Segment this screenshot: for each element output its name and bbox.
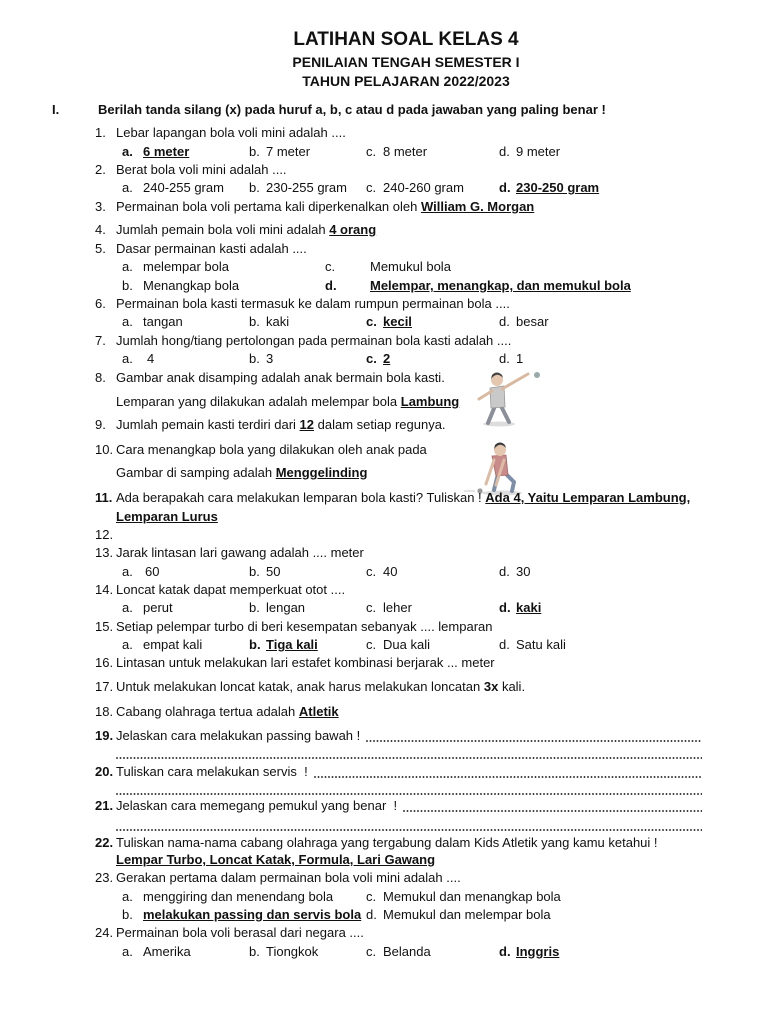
option-text: 230-255 gram [266, 180, 347, 195]
question-text: Permainan bola voli berasal dari negara .... [116, 925, 364, 940]
option-letter: b. [249, 314, 260, 329]
question-number: 13. [95, 545, 114, 560]
question-text: Lebar lapangan bola voli mini adalah .... [116, 125, 346, 140]
answer-text: Lempar Turbo, Loncat Katak, Formula, Lari Gawang [116, 852, 436, 867]
option-text: 60 [145, 564, 160, 579]
question-24 [0, 924, 768, 942]
option-letter: b. [249, 564, 260, 579]
question-19-answer-line [0, 744, 768, 762]
question-number: 11. [95, 490, 113, 505]
question-text: Jelaskan cara memegang pemukul yang benar ! [116, 798, 398, 813]
question-text-after: dalam setiap regunya. [317, 417, 446, 432]
question-number: 19. [95, 728, 114, 743]
answer-dotted-line [403, 797, 702, 815]
option-letter: a. [122, 351, 133, 366]
option-text: Tiongkok [266, 944, 319, 959]
question-number: 22. [95, 835, 114, 850]
option-text: 4 [147, 351, 155, 366]
question-15 [0, 618, 768, 636]
question-9 [0, 416, 768, 434]
option-text: besar [516, 314, 549, 329]
question-text-body: Untuk melakukan loncat katak, anak harus melakukan loncatan [116, 679, 481, 694]
question-text: Lintasan untuk melakukan lari estafet kombinasi berjarak ... meter [116, 655, 495, 670]
option-text: lengan [266, 600, 306, 615]
option-letter: d. [499, 944, 511, 959]
question-number: 23. [95, 870, 114, 885]
option-letter: a. [122, 180, 133, 195]
question-text-body: Ada berapakah cara melakukan lemparan bola kasti? Tuliskan ! [116, 490, 482, 505]
question-number: 2. [95, 162, 106, 177]
option-letter: a. [122, 144, 133, 159]
question-number: 12. [95, 527, 114, 542]
question-text: Tuliskan cara melakukan servis ! [116, 764, 308, 779]
option-text: 2 [383, 351, 391, 366]
option-text: Dua kali [383, 637, 430, 652]
question-number: 9. [95, 417, 106, 432]
section-instruction: Berilah tanda silang (x) pada huruf a, b, c atau d pada jawaban yang paling benar ! [98, 102, 606, 117]
question-line [116, 797, 702, 815]
question-6-options [0, 313, 768, 331]
question-text: Gerakan pertama dalam permainan bola voli mini adalah .... [116, 870, 461, 885]
school-year: TAHUN PELAJARAN 2022/2023 [302, 73, 510, 89]
option-text: 6 meter [143, 144, 190, 159]
option-letter: d. [499, 180, 511, 195]
question-text [116, 198, 534, 216]
option-letter: c. [366, 564, 377, 579]
option-letter: b. [249, 944, 260, 959]
question-number: 10. [95, 442, 114, 457]
option-letter: d. [499, 564, 510, 579]
option-text: Tiga kali [266, 637, 318, 652]
option-letter: a. [122, 944, 133, 959]
section-number: I. [52, 102, 60, 117]
question-13-options [0, 563, 768, 581]
question-text [116, 416, 446, 434]
answer-dotted-line [116, 744, 702, 762]
question-number: 24. [95, 925, 114, 940]
option-letter: c. [366, 351, 377, 366]
question-number: 18. [95, 704, 114, 719]
question-23-options-bd [0, 906, 768, 924]
option-letter: a. [122, 600, 133, 615]
question-18 [0, 703, 768, 721]
option-text: menggiring dan menendang bola [143, 889, 334, 904]
option-letter: c. [366, 144, 377, 159]
option-letter: c. [366, 889, 377, 904]
option-text: leher [383, 600, 412, 615]
question-5-options-bd [0, 277, 768, 295]
question-21 [0, 797, 768, 815]
question-11-line-2 [0, 508, 768, 526]
question-text-body: Lemparan yang dilakukan adalah melempar bola [116, 394, 398, 409]
question-20-answer-line [0, 780, 768, 798]
option-text: 3 [266, 351, 274, 366]
answer-dotted-line [366, 727, 702, 745]
answer-text: 4 orang [329, 222, 377, 237]
question-text: Jumlah hong/tiang pertolongan pada permainan bola kasti adalah .... [116, 333, 512, 348]
option-text: 240-260 gram [383, 180, 464, 195]
question-text-body: Permainan bola voli pertama kali diperkenalkan oleh [116, 199, 418, 214]
option-letter: a. [122, 564, 133, 579]
option-text: melempar bola [143, 259, 229, 274]
option-text: 30 [516, 564, 531, 579]
question-text [116, 393, 459, 411]
question-text: Dasar permainan kasti adalah .... [116, 241, 307, 256]
question-22-answer [0, 851, 768, 869]
option-letter: b. [249, 600, 260, 615]
question-text [116, 464, 367, 482]
option-letter: c. [366, 600, 377, 615]
option-text: 240-255 gram [143, 180, 224, 195]
answer-text: 12 [299, 417, 314, 432]
question-text: Jelaskan cara melakukan passing bawah ! [116, 728, 361, 743]
section-instruction-row [0, 101, 768, 119]
question-23 [0, 869, 768, 887]
question-text: Permainan bola kasti termasuk ke dalam rumpun permainan bola .... [116, 296, 510, 311]
question-1-options [0, 143, 768, 161]
option-text: 40 [383, 564, 398, 579]
option-text: 7 meter [266, 144, 311, 159]
option-text: Belanda [383, 944, 431, 959]
question-10 [0, 441, 768, 459]
question-20 [0, 763, 768, 781]
option-text: melakukan passing dan servis bola [143, 907, 362, 922]
option-letter: a. [122, 314, 133, 329]
option-letter: d. [499, 144, 510, 159]
option-letter: d. [325, 278, 337, 293]
option-letter: c. [366, 314, 377, 329]
question-text: Cara menangkap bola yang dilakukan oleh anak pada [116, 442, 427, 457]
answer-text: Atletik [298, 704, 339, 719]
question-text-after: kali. [501, 679, 526, 694]
answer-dotted-line [314, 763, 702, 781]
answer-text: Menggelinding [275, 465, 368, 480]
option-text: Menangkap bola [143, 278, 240, 293]
answer-dotted-line [116, 816, 702, 834]
question-2-options [0, 179, 768, 197]
question-11 [0, 489, 768, 507]
answer-text: Lemparan Lurus [116, 509, 218, 524]
option-letter: b. [249, 637, 261, 652]
option-text: Satu kali [516, 637, 566, 652]
question-16 [0, 654, 768, 672]
question-number: 7. [95, 333, 106, 348]
question-text-body: Jumlah pemain bola voli mini adalah [116, 222, 326, 237]
option-text: Memukul dan melempar bola [383, 907, 551, 922]
question-text [116, 489, 690, 507]
question-text: Jarak lintasan lari gawang adalah .... meter [116, 545, 364, 560]
question-text: Tuliskan nama-nama cabang olahraga yang tergabung dalam Kids Atletik yang kamu ketahui ! [116, 835, 658, 850]
option-letter: c. [366, 637, 377, 652]
question-number: 6. [95, 296, 106, 311]
option-text: 9 meter [516, 144, 561, 159]
question-21-answer-line [0, 816, 768, 834]
question-number: 5. [95, 241, 106, 256]
option-letter: d. [366, 907, 377, 922]
question-text-body: Cabang olahraga tertua adalah [116, 704, 296, 719]
option-text: 50 [266, 564, 281, 579]
option-text: Amerika [143, 944, 191, 959]
option-letter: b. [249, 351, 260, 366]
question-number: 4. [95, 222, 106, 237]
question-14-options [0, 599, 768, 617]
option-text: Memukul dan menangkap bola [383, 889, 561, 904]
option-letter: d. [499, 637, 510, 652]
question-10-line-2 [0, 464, 768, 482]
option-letter: d. [499, 351, 510, 366]
question-line [116, 763, 702, 781]
question-23-options-ac [0, 888, 768, 906]
question-number: 1. [95, 125, 106, 140]
option-text: tangan [143, 314, 183, 329]
question-8-line-2 [0, 393, 768, 411]
option-letter: a. [122, 637, 133, 652]
question-1 [0, 124, 768, 142]
question-number: 21. [95, 798, 114, 813]
option-letter: b. [122, 278, 133, 293]
option-letter: b. [249, 180, 260, 195]
question-5-options-ac [0, 258, 768, 276]
question-17 [0, 678, 768, 696]
option-text: 230-250 gram [516, 180, 600, 195]
option-letter: d. [499, 600, 511, 615]
question-15-options [0, 636, 768, 654]
question-number: 20. [95, 764, 114, 779]
question-text-body: Jumlah pemain kasti terdiri dari [116, 417, 296, 432]
question-5 [0, 240, 768, 258]
option-letter: c. [325, 259, 336, 274]
question-number: 3. [95, 199, 106, 214]
option-text: Melempar, menangkap, dan memukul bola [370, 278, 631, 293]
question-19 [0, 727, 768, 745]
question-text: Setiap pelempar turbo di beri kesempatan sebanyak .... lemparan [116, 619, 493, 634]
option-letter: c. [366, 944, 377, 959]
option-text: kaki [516, 600, 542, 615]
question-number: 16. [95, 655, 114, 670]
option-text: empat kali [143, 637, 203, 652]
option-text: Inggris [516, 944, 560, 959]
question-text [116, 221, 376, 239]
option-text: 1 [516, 351, 524, 366]
option-letter: a. [122, 259, 133, 274]
question-number: 14. [95, 582, 114, 597]
question-text-body: Gambar di samping adalah [116, 465, 273, 480]
answer-dotted-line [116, 780, 702, 798]
option-letter: b. [122, 907, 133, 922]
question-number: 15. [95, 619, 114, 634]
question-22 [0, 834, 768, 852]
question-8 [0, 369, 768, 387]
option-text: Memukul bola [370, 259, 451, 274]
option-text: kecil [383, 314, 412, 329]
question-4 [0, 221, 768, 239]
answer-text: Ada 4, Yaitu Lemparan Lambung, [485, 490, 691, 505]
option-text: perut [143, 600, 173, 615]
question-12 [0, 526, 768, 544]
answer-text: 3x [483, 679, 499, 694]
question-text: Gambar anak disamping adalah anak bermain bola kasti. [116, 370, 445, 385]
question-text [116, 703, 339, 721]
question-line [116, 727, 702, 745]
page-title: LATIHAN SOAL KELAS 4 [293, 29, 519, 50]
question-6 [0, 295, 768, 313]
option-text: kaki [266, 314, 290, 329]
question-text: Loncat katak dapat memperkuat otot .... [116, 582, 346, 597]
question-24-options [0, 943, 768, 961]
question-7 [0, 332, 768, 350]
option-letter: b. [249, 144, 260, 159]
question-3 [0, 198, 768, 216]
answer-text: Lambung [400, 394, 460, 409]
question-number: 17. [95, 679, 114, 694]
option-letter: a. [122, 889, 133, 904]
question-13 [0, 544, 768, 562]
question-text: Berat bola voli mini adalah .... [116, 162, 287, 177]
option-text: 8 meter [383, 144, 428, 159]
answer-text: William G. Morgan [420, 199, 535, 214]
question-text [116, 678, 525, 696]
option-letter: c. [366, 180, 377, 195]
question-number: 8. [95, 370, 106, 385]
page-subtitle: PENILAIAN TENGAH SEMESTER I [292, 54, 520, 70]
question-7-options [0, 350, 768, 368]
question-14 [0, 581, 768, 599]
question-2 [0, 161, 768, 179]
option-letter: d. [499, 314, 510, 329]
